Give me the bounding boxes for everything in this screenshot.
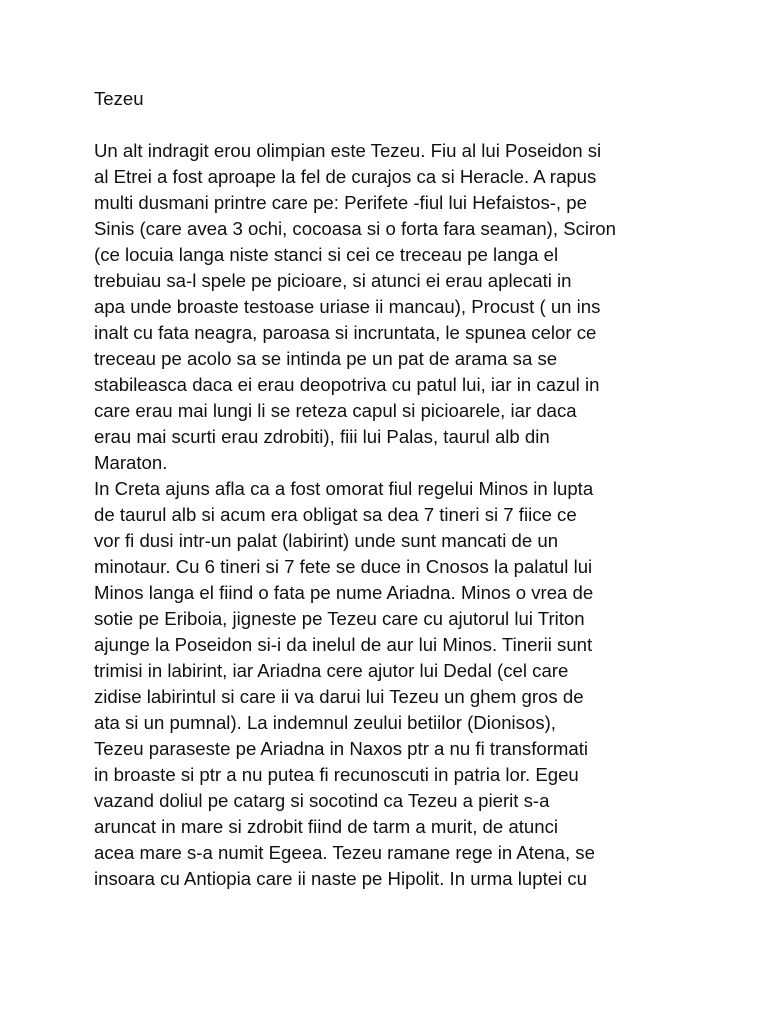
text-line: inalt cu fata neagra, paroasa si incruntata, le spunea celor ce [94, 322, 597, 343]
text-line: insoara cu Antiopia care ii naste pe Hipolit. In urma luptei cu [94, 868, 588, 889]
text-line: stabileasca daca ei erau deopotriva cu patul lui, iar in cazul in [94, 374, 600, 395]
text-line: al Etrei a fost aproape la fel de curajos ca si Heracle. A rapus [94, 166, 597, 187]
text-line: aruncat in mare si zdrobit fiind de tarm a murit, de atunci [94, 816, 559, 837]
text-line: Minos langa el fiind o fata pe nume Ariadna. Minos o vrea de [94, 582, 594, 603]
text-line: vazand doliul pe catarg si socotind ca Tezeu a pierit s-a [94, 790, 550, 811]
text-line: care erau mai lungi li se reteza capul si picioarele, iar daca [94, 400, 577, 421]
text-line: trimisi in labirint, iar Ariadna cere ajutor lui Dedal (cel care [94, 660, 569, 681]
text-line: sotie pe Eriboia, jigneste pe Tezeu care cu ajutorul lui Triton [94, 608, 585, 629]
text-line: zidise labirintul si care ii va darui lui Tezeu un ghem gros de [94, 686, 584, 707]
paragraph-spacer [94, 112, 714, 138]
text-line: acea mare s-a numit Egeea. Tezeu ramane rege in Atena, se [94, 842, 595, 863]
text-line: multi dusmani printre care pe: Perifete -fiul lui Hefaistos-, pe [94, 192, 587, 213]
text-line: treceau pe acolo sa se intinda pe un pat de arama sa se [94, 348, 558, 369]
text-line: de taurul alb si acum era obligat sa dea 7 tineri si 7 fiice ce [94, 504, 577, 525]
text-line: trebuiau sa-l spele pe picioare, si atunci ei erau aplecati in [94, 270, 572, 291]
text-line: vor fi dusi intr-un palat (labirint) unde sunt mancati de un [94, 530, 559, 551]
text-line: Sinis (care avea 3 ochi, cocoasa si o forta fara seaman), Sciron [94, 218, 616, 239]
text-line: erau mai scurti erau zdrobiti), fiii lui Palas, taurul alb din [94, 426, 550, 447]
text-line: In Creta ajuns afla ca a fost omorat fiul regelui Minos in lupta [94, 478, 594, 499]
text-line: Un alt indragit erou olimpian este Tezeu. Fiu al lui Poseidon si [94, 140, 602, 161]
text-line: apa unde broaste testoase uriase ii mancau), Procust ( un ins [94, 296, 601, 317]
document-body [94, 86, 714, 892]
text-line: ajunge la Poseidon si-i da inelul de aur lui Minos. Tinerii sunt [94, 634, 593, 655]
text-line: (ce locuia langa niste stanci si cei ce treceau pe langa el [94, 244, 559, 265]
text-line: ata si un pumnal). La indemnul zeului betiilor (Dionisos), [94, 712, 556, 733]
text-line: minotaur. Cu 6 tineri si 7 fete se duce in Cnosos la palatul lui [94, 556, 593, 577]
text-line: Maraton. [94, 452, 168, 473]
text-line: Tezeu paraseste pe Ariadna in Naxos ptr a nu fi transformati [94, 738, 589, 759]
text-line: in broaste si ptr a nu putea fi recunoscuti in patria lor. Egeu [94, 764, 579, 785]
document-title: Tezeu [94, 88, 144, 109]
